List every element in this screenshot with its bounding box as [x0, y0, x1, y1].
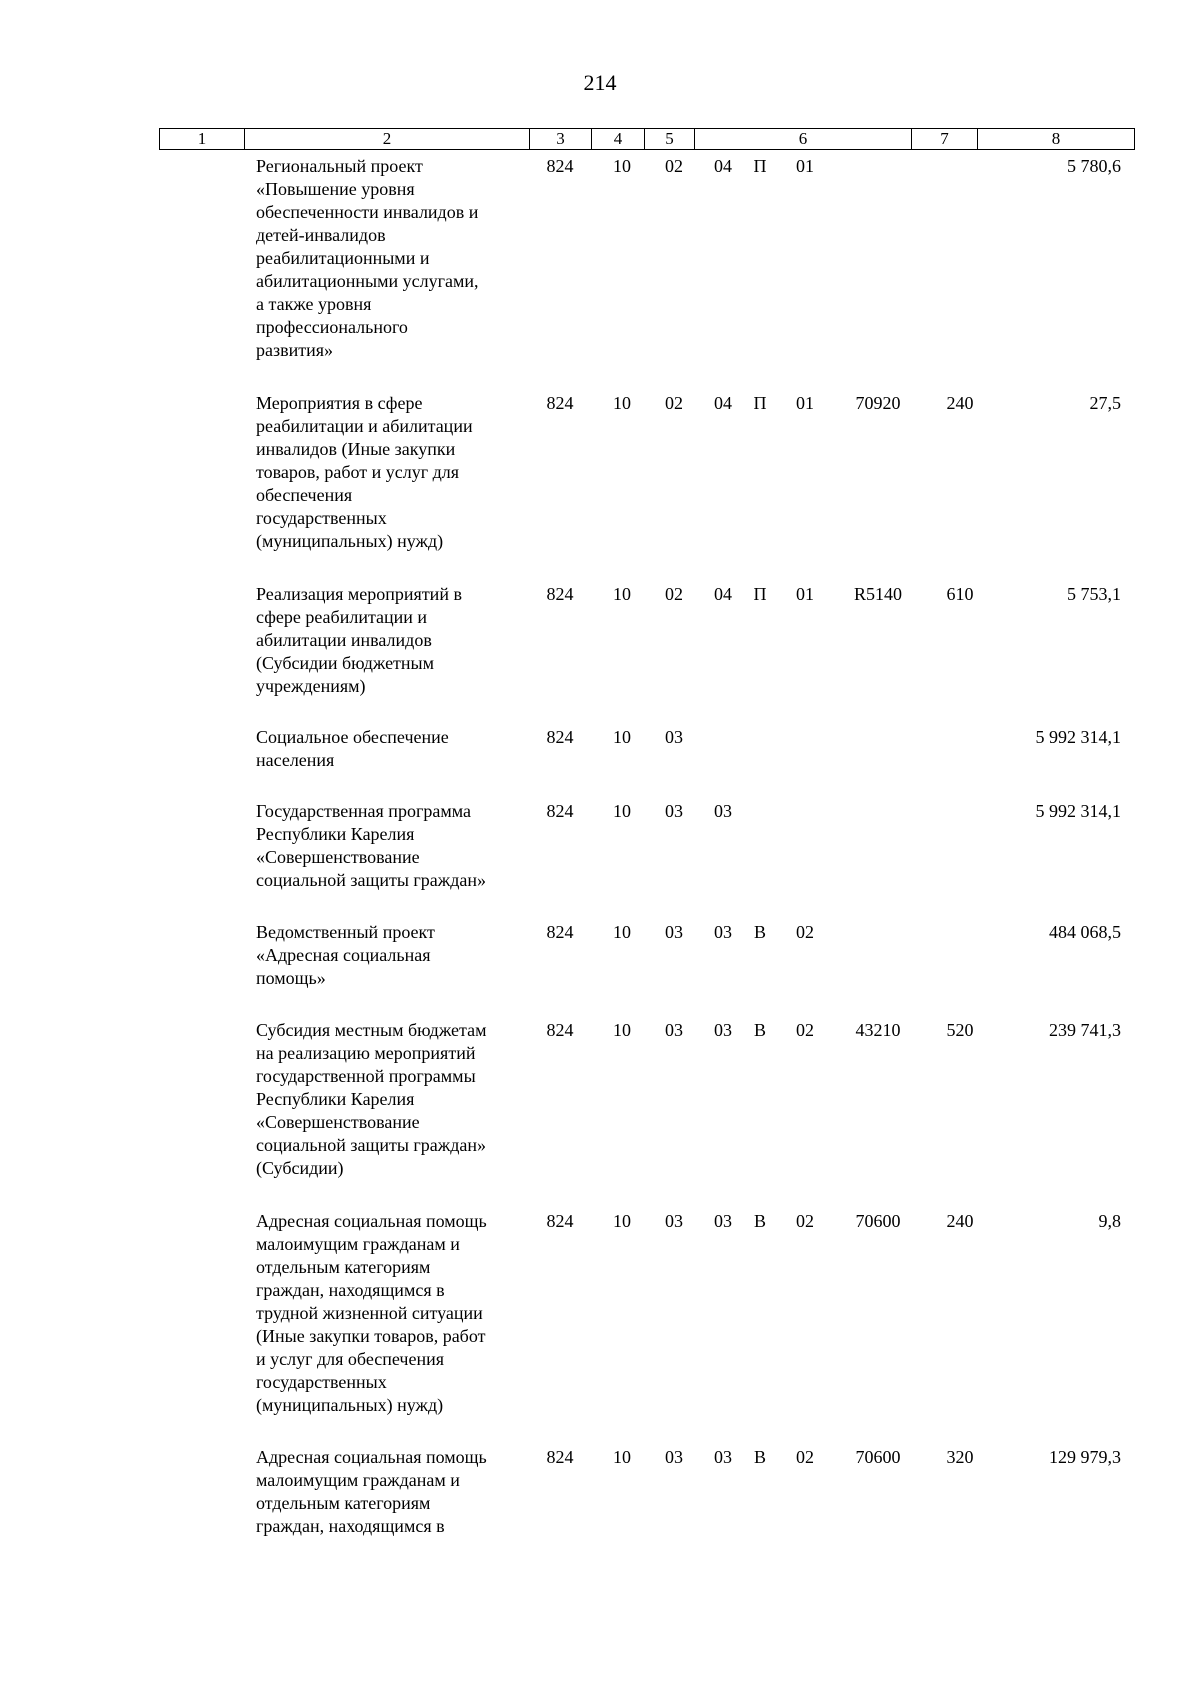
row-col-6c: 02 [796, 1020, 814, 1040]
row-col-4: 10 [613, 156, 631, 176]
row-col-6a: 03 [714, 1211, 732, 1231]
row-col-7: 320 [946, 1447, 974, 1467]
header-col-7: 7 [912, 129, 978, 149]
row-col-4: 10 [613, 393, 631, 413]
row-col-4: 10 [613, 801, 631, 821]
row-col-6b: В [753, 1020, 766, 1040]
row-col-8: 9,8 [1098, 1211, 1121, 1231]
row-col-3: 824 [546, 801, 574, 821]
row-col-5: 03 [665, 1447, 683, 1467]
row-col-4: 10 [613, 1020, 631, 1040]
header-col-3: 3 [530, 129, 592, 149]
row-col-6c: 01 [796, 156, 814, 176]
row-col-6c: 01 [796, 393, 814, 413]
row-name: Адресная социальная помощь малоимущим гражданам и отдельным категориям граждан, находящимся в трудной жизненной ситуации (Иные закупки товаров, работ и услуг для обеспечения государственных (муниципальных) нужд) [256, 1211, 487, 1415]
row-col-4: 10 [613, 1211, 631, 1231]
table-header-row [159, 128, 1135, 150]
row-name: Государственная программа Республики Карелия «Совершенствование социальной защиты граждан» [256, 801, 487, 890]
row-name: Субсидия местным бюджетам на реализацию мероприятий государственной программы Республики Карелия «Совершенствование социальной защиты граждан» (Субсидии) [256, 1020, 487, 1178]
row-col-3: 824 [546, 1447, 574, 1467]
row-col-8: 27,5 [1089, 393, 1121, 413]
row-col-6d: R5140 [853, 584, 902, 604]
row-col-6b: В [753, 922, 766, 942]
row-name: Мероприятия в сфере реабилитации и абилитации инвалидов (Иные закупки товаров, работ и услуг для обеспечения государственных (муниципальных) нужд) [256, 393, 473, 551]
row-name: Реализация мероприятий в сфере реабилитации и абилитации инвалидов (Субсидии бюджетным учреждениям) [256, 584, 462, 696]
row-col-3: 824 [546, 1211, 574, 1231]
row-col-7: 240 [946, 1211, 974, 1231]
row-col-8: 5 992 314,1 [1035, 801, 1121, 821]
row-col-6d: 70600 [855, 1211, 901, 1231]
row-col-6a: 03 [714, 922, 732, 942]
row-col-6b: П [753, 156, 767, 176]
row-col-5: 02 [665, 156, 683, 176]
row-col-6c: 02 [796, 1211, 814, 1231]
row-col-6a: 04 [714, 156, 732, 176]
row-name: Региональный проект «Повышение уровня обеспеченности инвалидов и детей-инвалидов реабилитационными и абилитационными услугами, а также уровня профессионального развития» [256, 156, 479, 360]
row-col-3: 824 [546, 922, 574, 942]
row-col-8: 5 992 314,1 [1035, 727, 1121, 747]
row-col-6b: В [753, 1447, 766, 1467]
row-col-8: 129 979,3 [1049, 1447, 1121, 1467]
page-number: 214 [583, 70, 617, 95]
row-col-8: 484 068,5 [1049, 922, 1121, 942]
row-col-7: 520 [946, 1020, 974, 1040]
row-col-5: 03 [665, 922, 683, 942]
row-col-6b: В [753, 1211, 766, 1231]
header-col-5: 5 [645, 129, 695, 149]
row-col-5: 02 [665, 393, 683, 413]
header-col-4: 4 [592, 129, 645, 149]
row-name: Ведомственный проект «Адресная социальная помощь» [256, 922, 435, 988]
row-col-6a: 04 [714, 393, 732, 413]
row-name: Социальное обеспечение населения [256, 727, 449, 770]
row-col-3: 824 [546, 584, 574, 604]
row-col-6b: П [753, 393, 767, 413]
row-col-3: 824 [546, 156, 574, 176]
row-col-6d: 70920 [855, 393, 901, 413]
row-col-6d: 43210 [855, 1020, 901, 1040]
row-col-6a: 03 [714, 801, 732, 821]
header-col-2: 2 [245, 129, 530, 149]
row-col-3: 824 [546, 393, 574, 413]
row-col-6c: 01 [796, 584, 814, 604]
row-col-4: 10 [613, 922, 631, 942]
row-col-7: 610 [946, 584, 974, 604]
row-col-6a: 03 [714, 1020, 732, 1040]
row-col-3: 824 [546, 1020, 574, 1040]
row-col-4: 10 [613, 584, 631, 604]
row-col-8: 5 753,1 [1067, 584, 1121, 604]
row-col-6c: 02 [796, 1447, 814, 1467]
row-col-5: 02 [665, 584, 683, 604]
row-col-5: 03 [665, 1211, 683, 1231]
row-col-7: 240 [946, 393, 974, 413]
row-col-5: 03 [665, 727, 683, 747]
row-col-8: 5 780,6 [1067, 156, 1121, 176]
header-col-1: 1 [160, 129, 245, 149]
header-col-6: 6 [695, 129, 912, 149]
row-col-6a: 04 [714, 584, 732, 604]
row-col-5: 03 [665, 801, 683, 821]
row-name: Адресная социальная помощь малоимущим гражданам и отдельным категориям граждан, находящимся в [256, 1447, 487, 1536]
row-col-6c: 02 [796, 922, 814, 942]
row-col-6d: 70600 [855, 1447, 901, 1467]
header-col-8: 8 [1051, 129, 1061, 148]
row-col-5: 03 [665, 1020, 683, 1040]
row-col-4: 10 [613, 1447, 631, 1467]
row-col-3: 824 [546, 727, 574, 747]
row-col-6a: 03 [714, 1447, 732, 1467]
row-col-8: 239 741,3 [1049, 1020, 1121, 1040]
row-col-4: 10 [613, 727, 631, 747]
row-col-6b: П [753, 584, 767, 604]
